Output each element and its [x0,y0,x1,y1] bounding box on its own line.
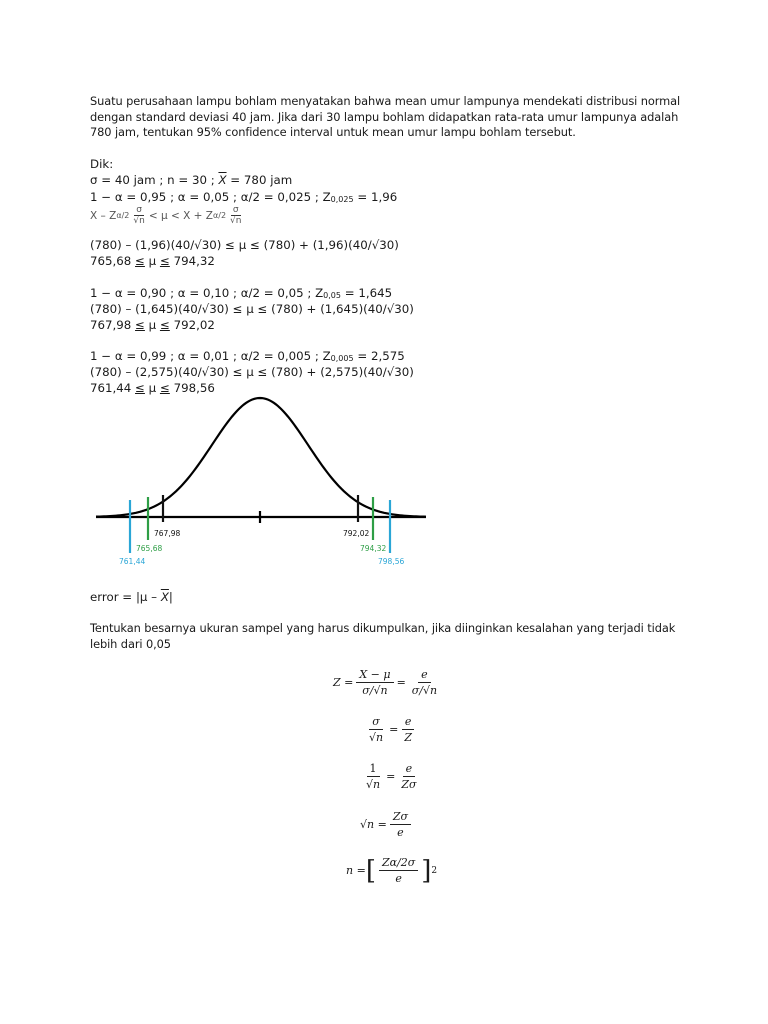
ci90-upper-label: 792,02 [343,529,370,538]
ci-formula: X – Z α/2 $\frac{\sigma}{√n}$ < μ < X + Z α/2 $\frac{\sigma}{√n}$ [90,205,242,226]
given-line: σ = 40 jam ; n = 30 ; $\overline{X} = 780$ jam [90,173,293,187]
ci99-lower-label: 761,44 [119,557,146,566]
ci99-calc: (780) – (2,575)(40/√30) ≤ μ ≤ (780) + (2,575)(40/√30) [90,365,414,379]
intro-paragraph: Suatu perusahaan lampu bohlam menyatakan bahwa mean umur lampunya mendekati distribusi normal dengan standard deviasi 40 jam. Jika dari 30 lampu bohlam didapatkan rata-rata umur lampunya adalah 780 jam, tentukan 95% confidence interval untuk mean umur lampu bohlam tersebut. [90,94,681,139]
equation-1: Z = $\frac{X - \mu}{\sigma/√n}$ = $\frac{e}{\sigma/√n}$ [333,668,438,697]
ci95-alpha-line: 1 − α = 0,95 ; α = 0,05 ; α/2 = 0,025 ; Z0,025 = 1,96 [90,190,398,204]
ci90-calc: (780) – (1,645)(40/√30) ≤ μ ≤ (780) + (1,645)(40/√30) [90,302,414,316]
ci90-lower-label: 767,98 [154,529,181,538]
equation-3: $\frac{1}{√n}$ = $\frac{e}{Z\sigma}$ [366,762,417,791]
ci95-lower-label: 765,68 [136,544,163,553]
bell-curve [96,398,426,517]
ci95-calc: (780) – (1,96)(40/√30) ≤ μ ≤ (780) + (1,96)(40/√30) [90,238,399,252]
ci99-result: 761,44 ≤ μ ≤ 798,56 [90,381,215,395]
equation-2: $\frac{\sigma}{√n}$ = $\frac{e}{Z}$ [363,715,418,744]
ci99-alpha-line: 1 − α = 0,99 ; α = 0,01 ; α/2 = 0,005 ; Z0,005 = 2,575 [90,349,405,363]
question-paragraph: Tentukan besarnya ukuran sampel yang harus dikumpulkan, jika diinginkan kesalahan yang terjadi tidak lebih dari 0,05 [90,621,676,651]
ci99-upper-label: 798,56 [378,557,405,566]
equation-5: n = [ Zα/2σ e ] 2 [346,855,438,886]
ci90-alpha-line: 1 − α = 0,90 ; α = 0,10 ; α/2 = 0,05 ; Z0,05 = 1,645 [90,286,393,300]
normal-curve-figure [88,392,433,572]
equation-4: √n = $\frac{Z\sigma}{e}$ [360,810,414,839]
ci90-result: 767,98 ≤ μ ≤ 792,02 [90,318,215,332]
error-definition: error = $|\mu - \overline{X}|$ [90,590,173,604]
dik-label: Dik: [90,157,114,171]
ci95-result: 765,68 ≤ μ ≤ 794,32 [90,254,215,268]
ci95-upper-label: 794,32 [360,544,387,553]
